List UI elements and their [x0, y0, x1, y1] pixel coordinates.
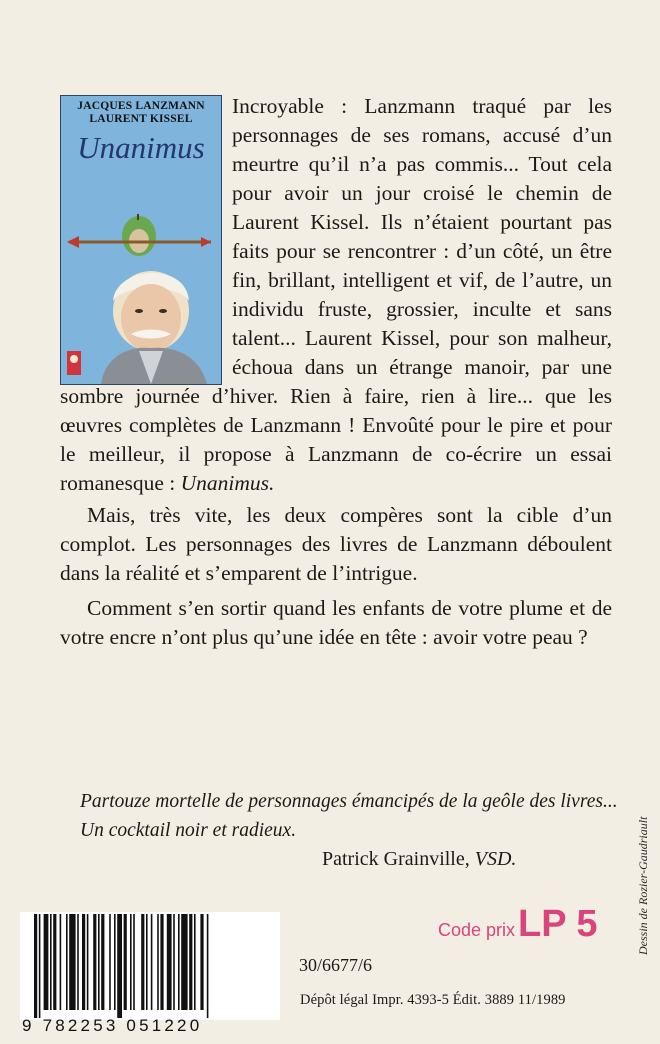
- barcode-bar: [133, 914, 135, 1010]
- legal-deposit: Dépôt légal Impr. 4393-5 Édit. 3889 11/1989: [300, 992, 566, 1008]
- price-code-label: Code prix: [438, 920, 516, 940]
- press-quote: Partouze mortelle de personnages émancipés de la geôle des livres... Un cocktail noir et radieux.: [80, 791, 618, 841]
- price-code: LP 5: [518, 903, 598, 945]
- barcode-bar: [114, 914, 116, 1010]
- barcode-bar: [69, 914, 75, 1010]
- barcode-bar: [157, 914, 159, 1010]
- barcode-bar: [66, 914, 68, 1010]
- barcode-bar: [189, 914, 192, 1010]
- blurb-paragraph-1: Incroyable : Lanzmann traqué par les personnages de ses romans, accusé d’un meurtre qu’il n’a pas commis... Tout cela pour avoir un jour croisé le chemin de Laurent Kissel. Ils n’étaient pourtant pas faits pour se rencontrer : d’un côté, un être fin, brillant, intelligent et vif, de l’autre, un individu fruste, grossier, inculte et sans talent... Laurent Kissel, pour son malheur, échoua dans un étrange manoir, par une sombre journée d’hiver. Rien à faire, rien à lire... que les œuvres complètes de Lanzmann ! Envoûté pour le pire et pour le meilleur, il propose à Lanzmann de co-écrire un essai romanesque : Unanimus.: [60, 94, 612, 495]
- blurb-paragraph-3: Comment s’en sortir quand les enfants de votre plume et de votre encre n’ont plus qu’une idée en tête : avoir votre peau ?: [60, 596, 612, 649]
- barcode-bar: [130, 914, 132, 1010]
- barcode-bar: [77, 914, 79, 1010]
- cover-author-1: JACQUES LANZMANN: [77, 100, 205, 112]
- barcode-bar: [82, 914, 85, 1010]
- barcode-bar: [34, 914, 37, 1018]
- barcode-bar: [50, 914, 52, 1010]
- barcode-bar: [178, 914, 180, 1010]
- catalog-reference: 30/6677/6: [299, 955, 373, 975]
- quote-attribution: Patrick Grainville, VSD.: [322, 848, 517, 870]
- illustration-credit: Dessin de Rozier-Gaudriault: [636, 816, 650, 955]
- blurb-paragraph-2: Mais, très vite, les deux compères sont la cible d’un complot. Les personnages des livres de Lanzmann déboulent dans la réalité et s’emparent de l’intrigue.: [60, 503, 612, 585]
- barcode-bar: [151, 914, 153, 1010]
- barcode-bar: [146, 914, 148, 1010]
- barcode-bar: [124, 914, 127, 1010]
- barcode-bar: [141, 914, 144, 1010]
- barcode-bar: [53, 914, 56, 1010]
- barcode-bar: [101, 914, 104, 1010]
- barcode-bar: [98, 914, 100, 1010]
- barcode-bar: [60, 914, 62, 1010]
- barcode-bar: [207, 914, 209, 1018]
- barcode: [20, 912, 280, 1020]
- barcode-bar: [44, 914, 49, 1010]
- blurb: [60, 92, 612, 652]
- barcode-bar: [160, 914, 163, 1010]
- barcode-bar: [87, 914, 89, 1010]
- barcode-bar: [173, 914, 175, 1010]
- cover-title: Unanimus: [77, 130, 205, 165]
- cover-author-2: LAURENT KISSEL: [89, 113, 193, 125]
- barcode-bar: [39, 914, 41, 1018]
- barcode-bar: [194, 914, 196, 1010]
- barcode-bar: [93, 914, 96, 1010]
- barcode-bar: [117, 914, 122, 1018]
- blurb-title-ref: Unanimus.: [180, 471, 275, 495]
- barcode-digits: 9 782253 051220: [22, 1016, 203, 1035]
- barcode-bar: [167, 914, 172, 1010]
- barcode-bar: [181, 914, 187, 1010]
- barcode-bar: [200, 914, 203, 1010]
- barcode-bar: [109, 914, 111, 1010]
